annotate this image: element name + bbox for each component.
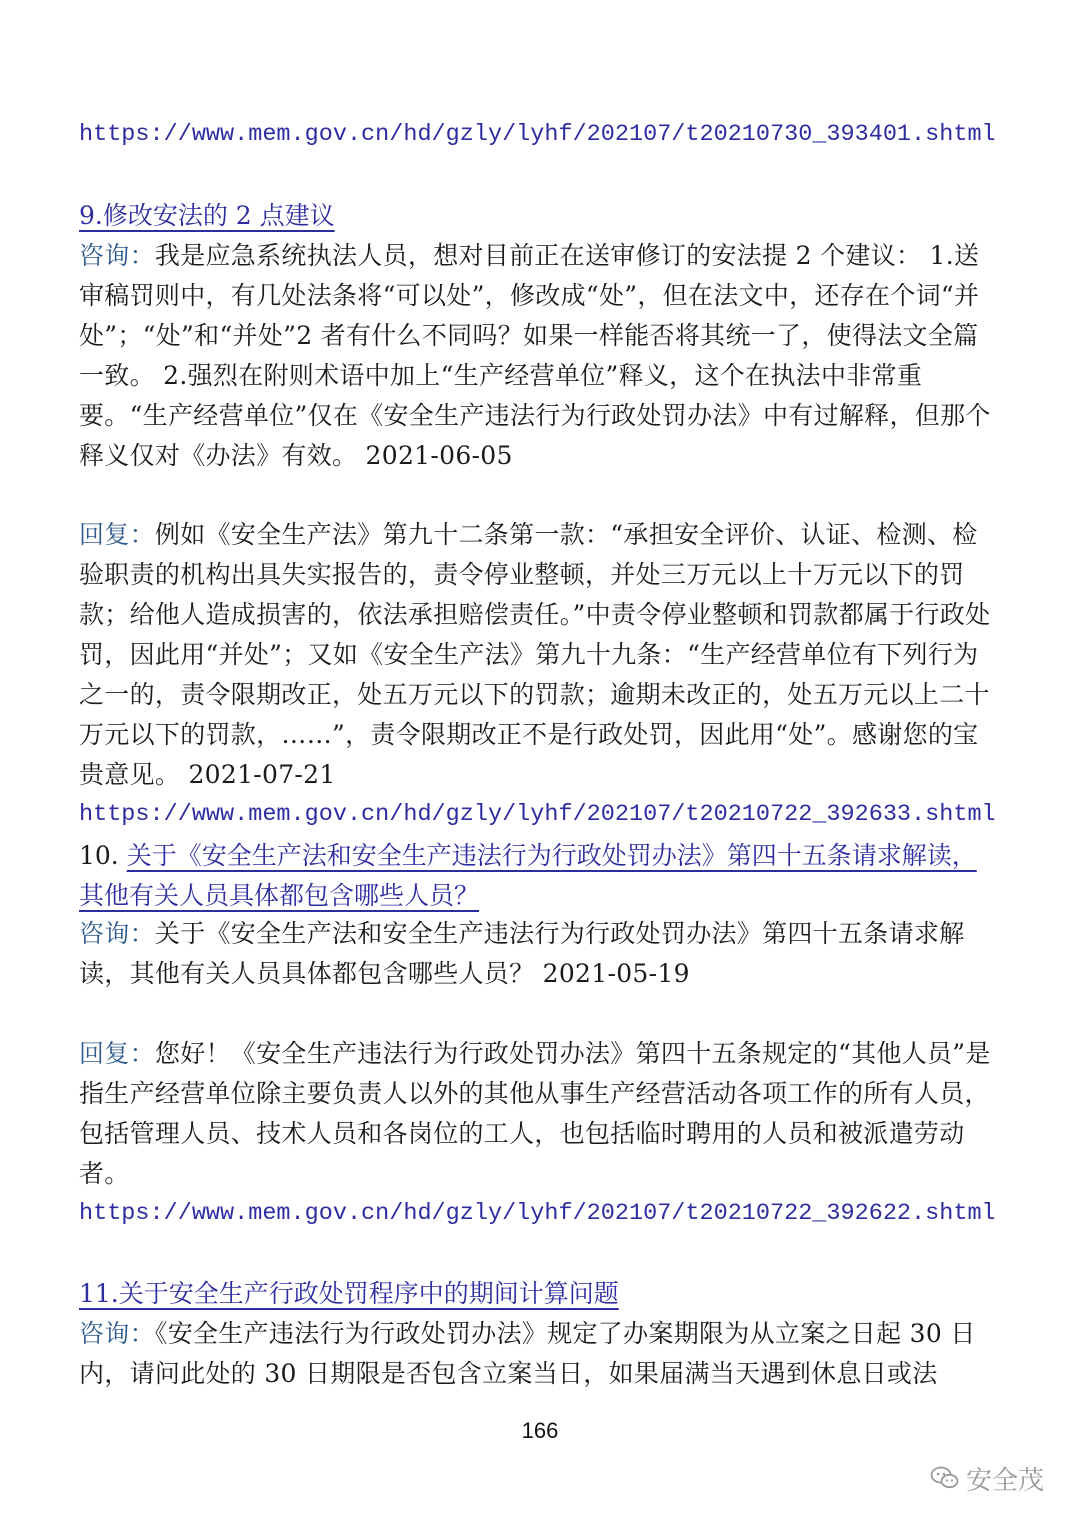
item-10-number: 10. xyxy=(79,841,127,870)
item-11-title[interactable]: 11.关于安全生产行政处罚程序中的期间计算问题 xyxy=(79,1279,619,1308)
watermark xyxy=(930,1458,1044,1498)
source-link[interactable]: https://www.mem.gov.cn/hd/gzly/lyhf/202107/t20210730_393401.shtml xyxy=(79,121,996,148)
consult-text: 《安全生产违法行为行政处罚办法》规定了办案期限为从立案之日起 30 日内，请问此处的 30 日期限是否包含立案当日，如果届满当天遇到休息日或法 xyxy=(79,1319,976,1388)
item-9-link[interactable]: https://www.mem.gov.cn/hd/gzly/lyhf/202107/t20210722_392633.shtml xyxy=(79,801,996,828)
watermark-text: 安全茂 xyxy=(966,1465,1045,1496)
item-11-consult xyxy=(79,1314,1001,1394)
reply-text: 您好！《安全生产违法行为行政处罚办法》第四十五条规定的“其他人员”是指生产经营单位除主要负责人以外的其他从事生产经营活动各项工作的所有人员，包括管理人员、技术人员和各岗位的工人，也包括临时聘用的人员和被派遣劳动者。 xyxy=(79,1039,991,1188)
item-10-reply xyxy=(79,1034,1001,1194)
consult-label: 咨询： xyxy=(79,919,155,948)
consult-text: 关于《安全生产法和安全生产违法行为行政处罚办法》第四十五条请求解读，其他有关人员具体都包含哪些人员？ 2021-05-19 xyxy=(79,919,965,988)
reply-text: 例如《安全生产法》第九十二条第一款：“承担安全评价、认证、检测、检验职责的机构出具失实报告的，责令停业整顿，并处三万元以上十万元以下的罚款；给他人造成损害的，依法承担赔偿责任。”中责令停业整顿和罚款都属于行政处罚，因此用“并处”；又如《安全生产法》第九十九条：“生产经营单位有下列行为之一的，责令限期改正，处五万元以下的罚款；逾期未改正的，处五万元以上二十万元以下的罚款，……”，责令限期改正不是行政处罚，因此用“处”。感谢您的宝贵意见。 2021-07-21 xyxy=(79,520,991,789)
item-10-title-link[interactable]: 关于《安全生产法和安全生产违法行为行政处罚办法》第四十五条请求解读，其他有关人员具体都包含哪些人员？ xyxy=(79,841,977,910)
consult-label: 咨询： xyxy=(79,241,155,270)
item-10-link[interactable]: https://www.mem.gov.cn/hd/gzly/lyhf/202107/t20210722_392622.shtml xyxy=(79,1200,996,1227)
reply-label: 回复： xyxy=(79,1039,155,1068)
consult-text: 我是应急系统执法人员，想对目前正在送审修订的安法提 2 个建议： 1.送审稿罚则中，有几处法条将“可以处”，修改成“处”，但在法文中，还存在个词“并处”；“处”和“并处”2 者有什么不同吗？如果一样能否将其统一了，使得法文全篇一致。 2.强烈在附则术语中加上“生产经营单位”释义，这个在执法中非常重要。“生产经营单位”仅在《安全生产违法行为行政处罚办法》中有过解释，但那个释义仅对《办法》有效。 2021-06-05 xyxy=(79,241,991,470)
consult-label: 咨询： xyxy=(79,1319,155,1348)
item-9-reply xyxy=(79,515,1001,795)
reply-label: 回复： xyxy=(79,520,155,549)
item-9-title[interactable]: 9.修改安法的 2 点建议 xyxy=(79,201,335,230)
page-number: 166 xyxy=(521,1418,559,1443)
wechat-icon xyxy=(930,1465,960,1491)
item-9-consult xyxy=(79,236,1001,476)
item-10-title xyxy=(79,836,1001,916)
item-10-consult xyxy=(79,914,1001,994)
